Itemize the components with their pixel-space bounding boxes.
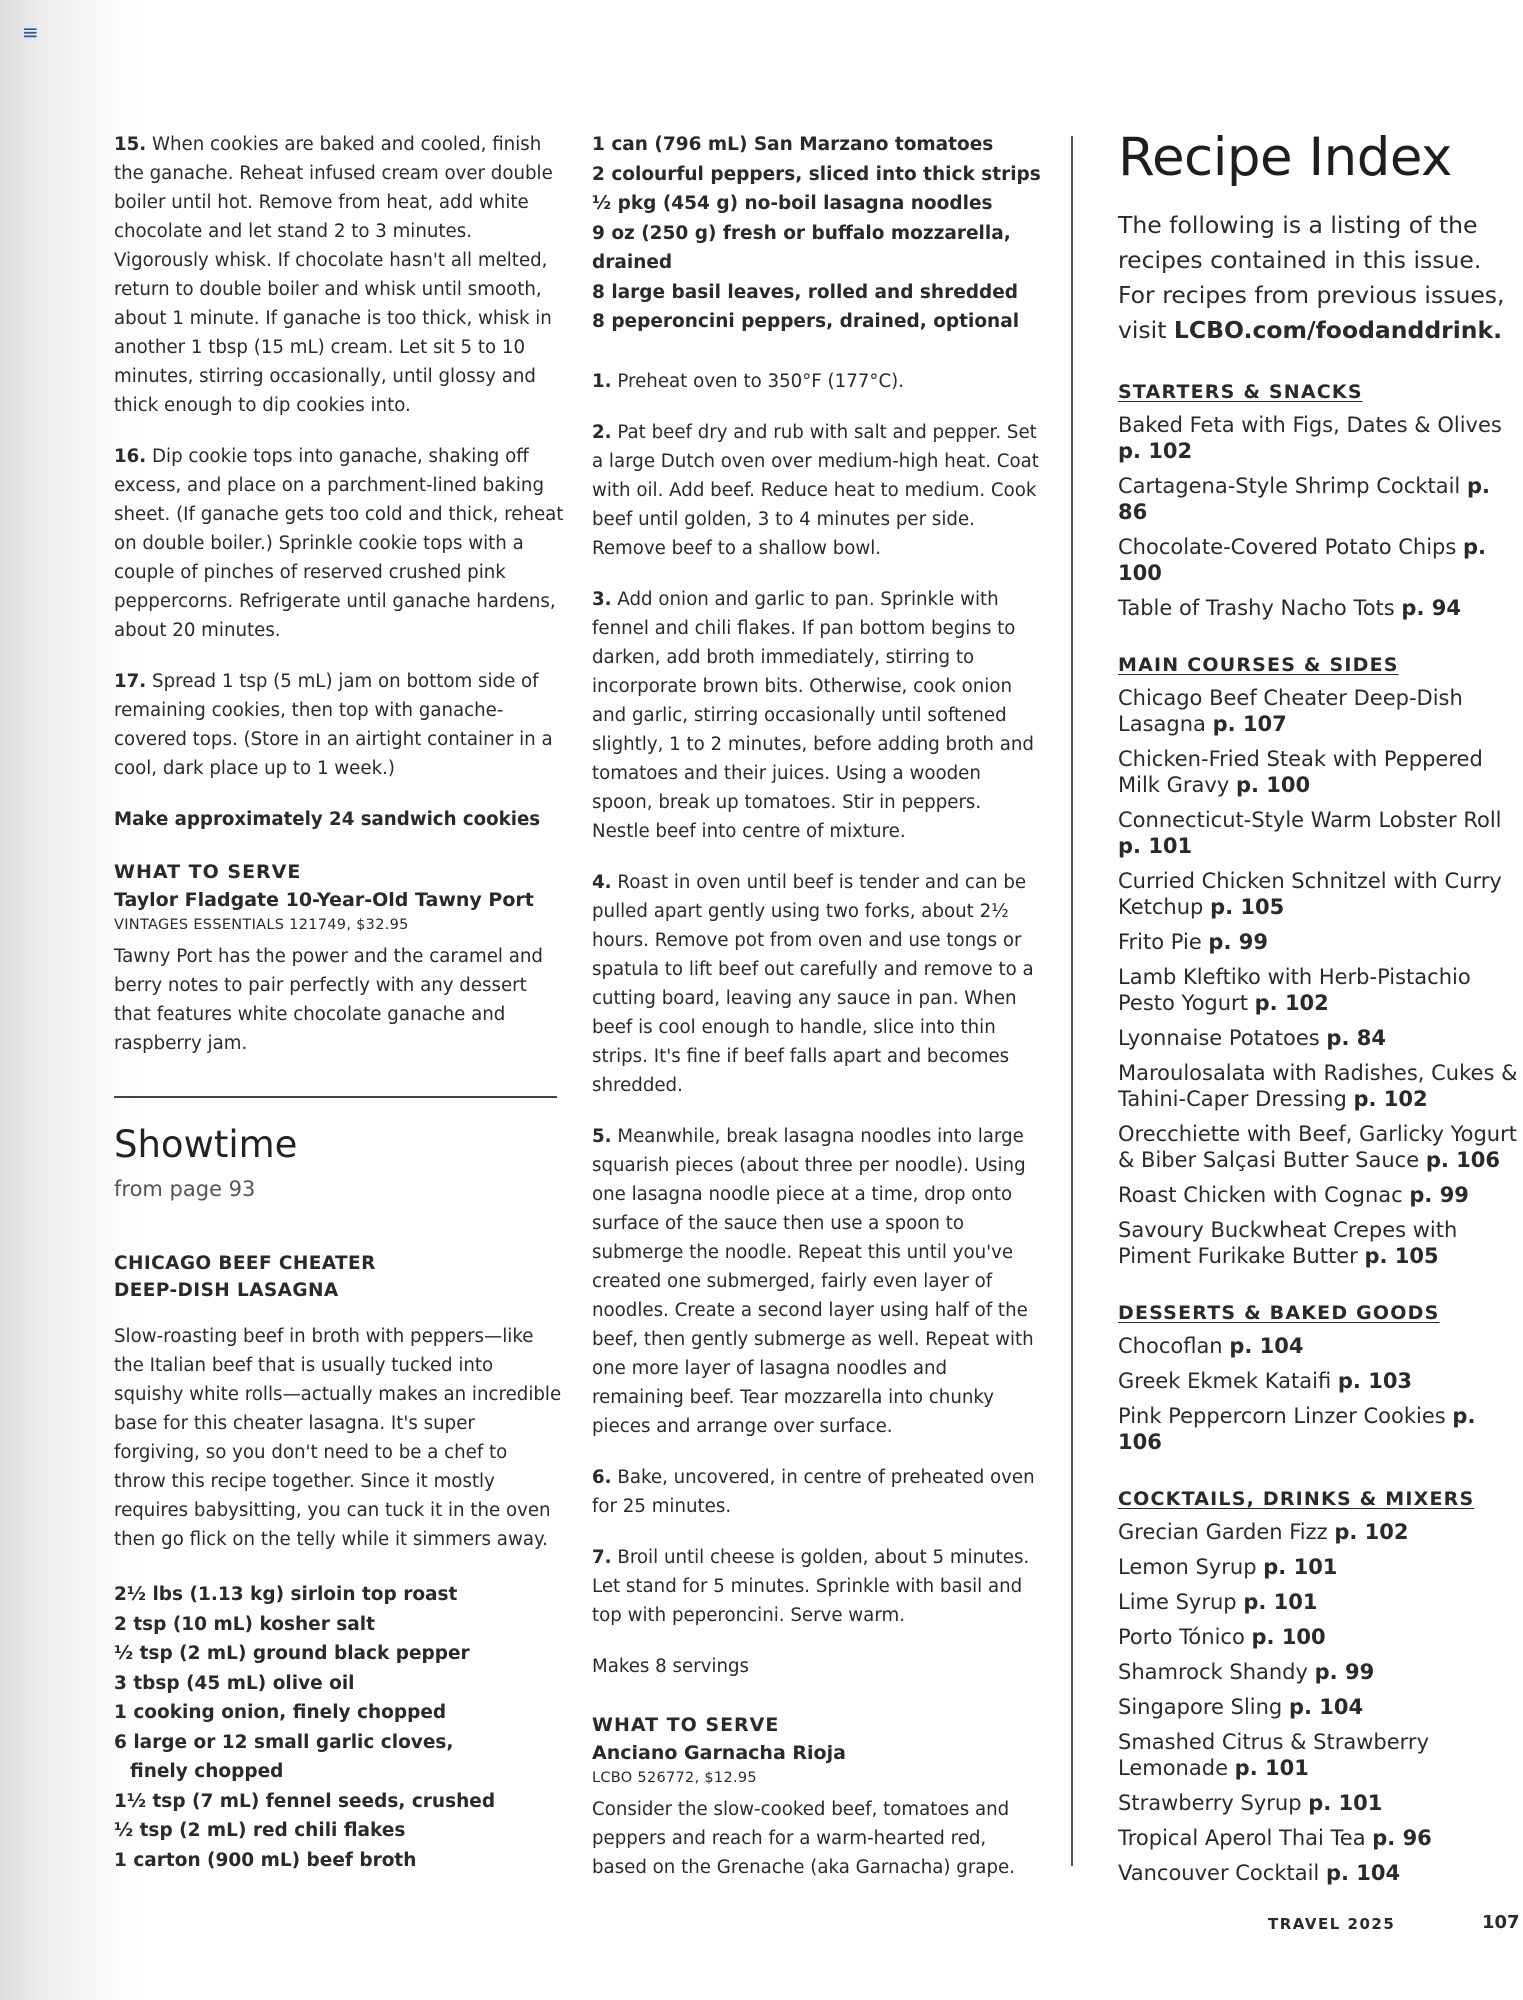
index-entry[interactable] xyxy=(1118,964,1518,1016)
ingredient: ½ tsp (2 mL) ground black pepper xyxy=(114,1643,470,1664)
ingredient: 1½ tsp (7 mL) fennel seeds, crushed xyxy=(114,1790,496,1812)
wine-description: Consider the slow-cooked beef, tomatoes and peppers and reach for a warm-hearted red, based on the Grenache (aka Garnacha) grape. xyxy=(592,1798,1015,1878)
ingredient: 1 carton (900 mL) beef broth xyxy=(114,1849,417,1871)
index-entry[interactable] xyxy=(1118,1182,1518,1208)
index-link[interactable]: LCBO.com/foodanddrink. xyxy=(1173,316,1503,344)
index-entry-name: Tropical Aperol Thai Tea xyxy=(1118,1826,1366,1850)
yield-text: Make approximately 24 sandwich cookies xyxy=(114,809,541,830)
index-intro: The following is a listing of the recipes contained in this issue. For recipes from previous issues, visit LCBO.com/foodanddrink. xyxy=(1118,211,1505,344)
step-5: 5. Meanwhile, break lasagna noodles into large squarish pieces (about three per noodle). Using one lasagna noodle piece at a time, drop onto surface of the sauce then use a spoon to submerge the noodle. Repeat this until you've created one submerged, fairly even layer of noodles. Create a second layer using half of the beef, then gently submerge as well. Repeat with one more layer of lasagna noodles and remaining beef. Tear mozzarella into chunky pieces and arrange over surface. xyxy=(592,1125,1034,1437)
ingredient: 8 large basil leaves, rolled and shredded xyxy=(592,281,1019,303)
section-title: Showtime xyxy=(114,1123,298,1166)
page-number: 107 xyxy=(1482,1912,1520,1933)
index-entry[interactable] xyxy=(1118,868,1518,920)
step-7: 7. Broil until cheese is golden, about 5 minutes. Let stand for 5 minutes. Sprinkle with basil and top with peperoncini. Serve warm. xyxy=(592,1546,1030,1626)
index-entry-name: Strawberry Syrup xyxy=(1118,1791,1302,1815)
index-entry-page: p. 102 xyxy=(1118,439,1193,463)
ingredient: finely chopped xyxy=(130,1761,284,1782)
index-category-heading: STARTERS & SNACKS xyxy=(1118,381,1363,403)
index-entry-page: p. 104 xyxy=(1229,1334,1304,1358)
index-entry[interactable] xyxy=(1118,1790,1518,1816)
index-entry-name: Singapore Sling xyxy=(1118,1695,1283,1719)
yield-text: Makes 8 servings xyxy=(592,1655,750,1677)
index-entry-page: p. 101 xyxy=(1243,1590,1318,1614)
index-entry-page: p. 107 xyxy=(1212,712,1287,736)
index-entry[interactable] xyxy=(1118,1217,1518,1269)
index-entry[interactable] xyxy=(1118,473,1518,525)
index-entry-page: p. 101 xyxy=(1308,1791,1383,1815)
index-entry-name: Greek Ekmek Kataifi xyxy=(1118,1369,1332,1393)
step-6: 6. Bake, uncovered, in centre of preheated oven for 25 minutes. xyxy=(592,1466,1035,1517)
recipe-title: CHICAGO BEEF CHEATER DEEP-DISH LASAGNA xyxy=(114,1253,376,1301)
index-entry-name: Maroulosalata with Radishes, Cukes & Tahini-Caper Dressing xyxy=(1118,1061,1518,1111)
index-entry-name: Smashed Citrus & Strawberry Lemonade xyxy=(1118,1730,1429,1780)
index-entry[interactable] xyxy=(1118,929,1518,955)
index-entry-name: Curried Chicken Schnitzel with Curry Ketchup xyxy=(1118,869,1502,919)
index-entry-page: p. 102 xyxy=(1254,991,1329,1015)
index-entry-page: p. 99 xyxy=(1208,930,1268,954)
index-entry-page: p. 104 xyxy=(1288,1695,1364,1719)
index-entry-page: p. 105 xyxy=(1364,1244,1439,1268)
index-entry-name: Cartagena-Style Shrimp Cocktail xyxy=(1118,474,1461,498)
index-entry[interactable] xyxy=(1118,1694,1518,1720)
index-entry-page: p. 104 xyxy=(1325,1861,1401,1885)
index-entry-name: Chicago Beef Cheater Deep-Dish Lasagna xyxy=(1118,686,1463,736)
ingredient-list xyxy=(592,130,1042,337)
index-entry[interactable] xyxy=(1118,1519,1518,1545)
index-entry-page: p. 99 xyxy=(1409,1183,1469,1207)
ingredient: 8 peperoncini peppers, drained, optional xyxy=(592,311,1020,332)
index-entry-page: p. 106 xyxy=(1118,1404,1476,1454)
ingredient: 2 tsp (10 mL) kosher salt xyxy=(114,1613,375,1635)
index-entry-name: Chicken-Fried Steak with Peppered Milk Gravy xyxy=(1118,747,1483,797)
index-entry-page: p. 105 xyxy=(1210,895,1285,919)
index-entry[interactable] xyxy=(1118,1368,1518,1394)
index-entry[interactable] xyxy=(1118,1729,1518,1781)
index-entry-name: Roast Chicken with Cognac xyxy=(1118,1183,1403,1207)
section-subtitle: from page 93 xyxy=(114,1177,256,1201)
index-category-heading: DESSERTS & BAKED GOODS xyxy=(1118,1302,1440,1324)
index-entry[interactable] xyxy=(1118,807,1518,859)
index-entry-name: Chocolate-Covered Potato Chips xyxy=(1118,535,1457,559)
index-title: Recipe Index xyxy=(1118,127,1452,188)
index-entry[interactable] xyxy=(1118,1624,1518,1650)
index-entry-page: p. 101 xyxy=(1234,1756,1309,1780)
wine-code: LCBO 526772, $12.95 xyxy=(592,1769,757,1786)
ingredient-list xyxy=(114,1580,564,1875)
step-1: 1. Preheat oven to 350°F (177°C). xyxy=(592,370,905,392)
step-16: 16. Dip cookie tops into ganache, shaking off excess, and place on a parchment-lined baking sheet. (If ganache gets too cold and thick, reheat on double boiler.) Sprinkle cookie tops with a couple of pinches of reserved crushed pink peppercorns. Refrigerate until ganache hardens, about 20 minutes. xyxy=(114,446,564,641)
column-2 xyxy=(592,130,1042,1882)
ingredient: ½ pkg (454 g) no-boil lasagna noodles xyxy=(592,193,993,214)
step-15: 15. When cookies are baked and cooled, finish the ganache. Reheat infused cream over double boiler until hot. Remove from heat, add white chocolate and let stand 2 to 3 minutes. Vigorously whisk. If chocolate hasn't all melted, return to double boiler and whisk until smooth, about 1 minute. If ganache is too thick, whisk in another 1 tbsp (15 mL) cream. Let sit 5 to 10 minutes, stirring occasionally, until glossy and thick enough to dip cookies into. xyxy=(114,134,553,416)
index-entry-name: Chocoflan xyxy=(1118,1334,1223,1358)
index-entry[interactable] xyxy=(1118,746,1518,798)
index-entry-name: Lime Syrup xyxy=(1118,1590,1237,1614)
index-entry-name: Orecchiette with Beef, Garlicky Yogurt & Biber Salçasi Butter Sauce xyxy=(1118,1122,1517,1172)
index-entry[interactable] xyxy=(1118,685,1518,737)
index-entry-page: p. 86 xyxy=(1118,474,1490,524)
index-entry-name: Pink Peppercorn Linzer Cookies xyxy=(1118,1404,1446,1428)
recipe-index xyxy=(1118,127,1518,1886)
index-entry-page: p. 102 xyxy=(1334,1520,1409,1544)
index-entry-page: p. 100 xyxy=(1235,773,1311,797)
index-entry[interactable] xyxy=(1118,412,1518,464)
index-entry[interactable] xyxy=(1118,1121,1518,1173)
wine-description: Tawny Port has the power and the caramel and berry notes to pair perfectly with any dessert that features white chocolate ganache and raspberry jam. xyxy=(114,946,543,1054)
index-list xyxy=(1118,378,1518,1886)
index-entry-name: Lemon Syrup xyxy=(1118,1555,1257,1579)
index-entry-name: Porto Tónico xyxy=(1118,1625,1245,1649)
index-category-heading: MAIN COURSES & SIDES xyxy=(1118,654,1399,676)
ingredient: 1 cooking onion, finely chopped xyxy=(114,1702,447,1723)
ingredient: 9 oz (250 g) fresh or buffalo mozzarella, drained xyxy=(592,222,1011,273)
step-2: 2. Pat beef dry and rub with salt and pepper. Set a large Dutch oven over medium-high heat. Coat with oil. Add beef. Reduce heat to medium. Cook beef until golden, 3 to 4 minutes per side. Remove beef to a shallow bowl. xyxy=(592,421,1039,559)
index-entry[interactable] xyxy=(1118,595,1518,621)
step-3: 3. Add onion and garlic to pan. Sprinkle with fennel and chili flakes. If pan bottom begins to darken, add broth immediately, stirring to incorporate brown bits. Otherwise, cook onion and garlic, stirring occasionally until softened slightly, 1 to 2 minutes, before adding broth and tomatoes and their juices. Using a wooden spoon, break up tomatoes. Stir in peppers. Nestle beef into centre of mixture. xyxy=(592,588,1034,842)
index-entry-name: Frito Pie xyxy=(1118,930,1202,954)
index-entry-name: Lamb Kleftiko with Herb-Pistachio Pesto Yogurt xyxy=(1118,965,1471,1015)
index-entry[interactable] xyxy=(1118,1589,1518,1615)
what-to-serve-heading: WHAT TO SERVE xyxy=(114,861,302,883)
column-divider xyxy=(1071,136,1073,1866)
column-1 xyxy=(114,130,564,1875)
index-entry[interactable] xyxy=(1118,1403,1518,1455)
wine-code: VINTAGES ESSENTIALS 121749, $32.95 xyxy=(114,917,409,933)
index-entry-name: Grecian Garden Fizz xyxy=(1118,1520,1328,1544)
ingredient: 6 large or 12 small garlic cloves, xyxy=(114,1731,454,1753)
section-divider xyxy=(114,1096,557,1098)
index-entry-name: Savoury Buckwheat Crepes with Piment Furikake Butter xyxy=(1118,1218,1458,1268)
index-entry-page: p. 101 xyxy=(1118,834,1193,858)
index-entry[interactable] xyxy=(1118,1659,1518,1685)
index-entry-page: p. 100 xyxy=(1251,1625,1326,1649)
ingredient: 2½ lbs (1.13 kg) sirloin top roast xyxy=(114,1584,458,1605)
what-to-serve-heading: WHAT TO SERVE xyxy=(592,1713,780,1736)
ingredient: 2 colourful peppers, sliced into thick strips xyxy=(592,163,1041,185)
wine-name: Anciano Garnacha Rioja xyxy=(592,1741,846,1764)
wine-name: Taylor Fladgate 10-Year-Old Tawny Port xyxy=(114,889,534,911)
ingredient: ½ tsp (2 mL) red chili flakes xyxy=(114,1820,406,1841)
index-entry-name: Vancouver Cocktail xyxy=(1118,1861,1320,1885)
index-entry-page: p. 103 xyxy=(1337,1369,1413,1393)
index-entry[interactable] xyxy=(1118,1333,1518,1359)
index-entry[interactable] xyxy=(1118,1825,1518,1851)
index-entry-page: p. 84 xyxy=(1326,1026,1386,1050)
index-entry-page: p. 102 xyxy=(1353,1087,1428,1111)
magazine-issue: TRAVEL 2025 xyxy=(1268,1915,1396,1933)
index-entry-page: p. 100 xyxy=(1118,535,1487,585)
index-category-heading: COCKTAILS, DRINKS & MIXERS xyxy=(1118,1488,1475,1510)
ingredient: 1 can (796 mL) San Marzano tomatoes xyxy=(592,134,994,155)
index-entry-page: p. 99 xyxy=(1314,1660,1375,1684)
index-entry-page: p. 106 xyxy=(1425,1148,1500,1172)
index-entry-name: Connecticut-Style Warm Lobster Roll xyxy=(1118,808,1502,832)
index-entry-page: p. 96 xyxy=(1372,1826,1432,1850)
step-17: 17. Spread 1 tsp (5 mL) jam on bottom side of remaining cookies, then top with ganache-covered tops. (Store in an airtight container in a cool, dark place up to 1 week.) xyxy=(114,671,553,779)
ingredient: 3 tbsp (45 mL) olive oil xyxy=(114,1672,355,1694)
step-4: 4. Roast in oven until beef is tender and can be pulled apart gently using two forks, about 2½ hours. Remove pot from oven and use tongs or spatula to lift beef out carefully and remove to a cutting board, leaving any sauce in pan. When beef is cool enough to handle, slice into thin strips. It's fine if beef falls apart and becomes shredded. xyxy=(592,871,1034,1096)
index-entry-page: p. 101 xyxy=(1263,1555,1338,1579)
index-entry[interactable] xyxy=(1118,1025,1518,1051)
recipe-intro: Slow-roasting beef in broth with peppers—like the Italian beef that is usually tucked into squishy white rolls—actually makes an incredible base for this cheater lasagna. It's super forgiving, so you don't need to be a chef to throw this recipe together. Since it mostly requires babysitting, you can tuck it in the oven then go flick on the telly while it simmers away. xyxy=(114,1326,562,1550)
index-entry-name: Baked Feta with Figs, Dates & Olives xyxy=(1118,413,1502,437)
index-entry-name: Table of Trashy Nacho Tots xyxy=(1118,596,1395,620)
index-entry-name: Shamrock Shandy xyxy=(1118,1660,1308,1684)
index-entry[interactable] xyxy=(1118,1860,1518,1886)
index-entry-name: Lyonnaise Potatoes xyxy=(1118,1026,1320,1050)
index-entry-page: p. 94 xyxy=(1401,596,1461,620)
index-entry[interactable] xyxy=(1118,1554,1518,1580)
index-entry[interactable] xyxy=(1118,534,1518,586)
index-entry[interactable] xyxy=(1118,1060,1518,1112)
menu-icon[interactable]: ≡ xyxy=(22,20,39,44)
